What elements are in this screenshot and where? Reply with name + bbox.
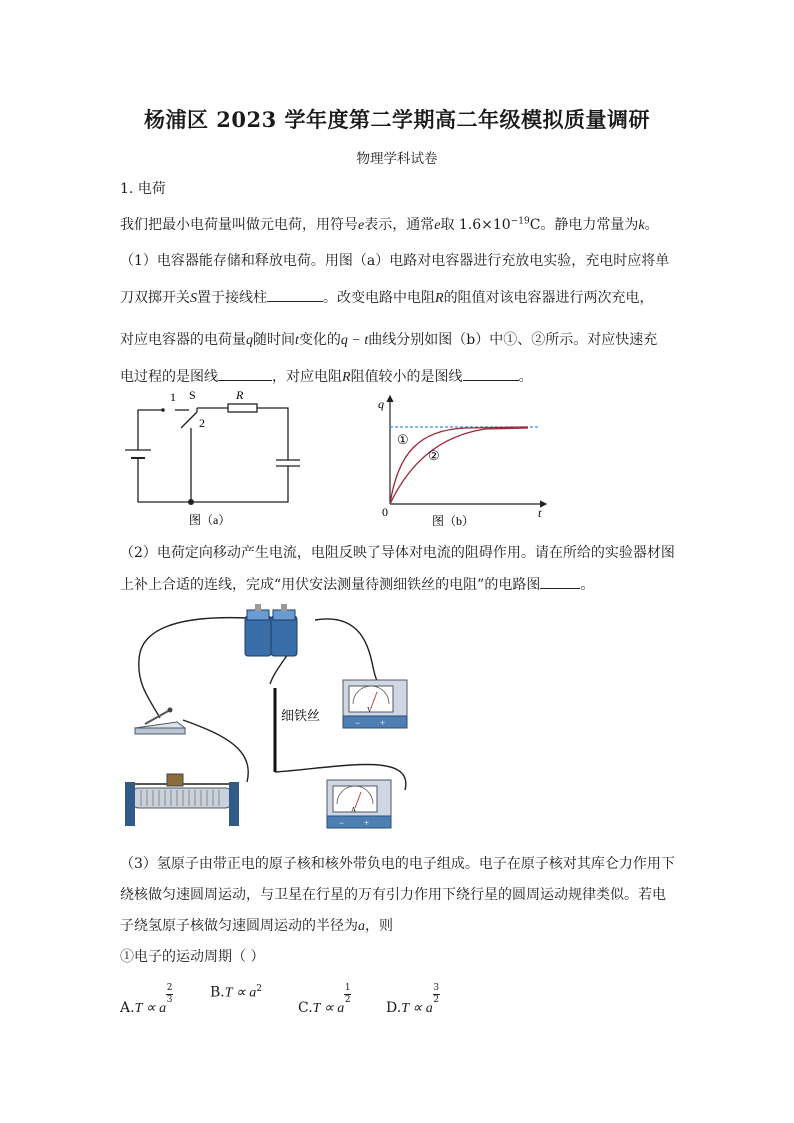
answer-blank[interactable]: [218, 366, 272, 381]
voltmeter-minus: −: [355, 718, 361, 728]
figure-b-caption: 图（b）: [432, 514, 475, 528]
t-axis-label: t: [538, 506, 542, 520]
q2-line1: （2）电荷定向移动产生电流，电阻反映了导体对电流的阻碍作用。请在所给的实验器材图: [120, 545, 675, 561]
q1-line4: 电过程的是图线 ，对应电阻R阻值较小的是图线 。: [120, 366, 533, 386]
q2-line2: 上补上合适的连线，完成“用伏安法测量待测细铁丝的电阻”的电路图 。: [120, 574, 594, 594]
intro-paragraph: 我们把最小电荷量叫做元电荷，用符号e表示，通常e取 $1.6\times 10^{-19}C$。静电力常量为k。: [120, 216, 659, 233]
option-b[interactable]: $B.T \propto a^2$: [210, 984, 263, 1001]
q3-line1: （3）氢原子由带正电的原子核和核外带负电的电子组成。电子在原子核对其库仑力作用下: [120, 856, 675, 872]
circuit-diagram: [115, 388, 305, 533]
resistor-label: R: [236, 388, 244, 402]
q3-line2: 绕核做匀速圆周运动，与卫星在行星的万有引力作用下绕行星的圆周运动规律类似。若电: [120, 887, 666, 903]
answer-blank[interactable]: [463, 366, 519, 381]
rheostat: [125, 774, 239, 826]
q1-line1: （1）电容器能存储和释放电荷。用图（a）电路对电容器进行充放电实验，充电时应将单: [120, 253, 670, 269]
page-title: 杨浦区 2023 学年度第二学期高二年级模拟质量调研: [143, 107, 651, 132]
q3-line3: 子绕氢原子核做匀速圆周运动的半径为a，则: [120, 918, 393, 934]
q1-line3: 对应电容器的电荷量q随时间t变化的q − t曲线分别如图（b）中①、②所示。对应快速充: [120, 332, 658, 348]
ammeter-minus: −: [339, 818, 345, 828]
terminal-1-label: 1: [170, 390, 176, 404]
battery-pack: [245, 604, 297, 656]
apparatus-illustration: [115, 600, 425, 840]
voltmeter-symbol: V: [367, 706, 373, 714]
ammeter: [327, 780, 391, 828]
option-c[interactable]: C.T ∝ a $\frac{1}{2}$: [298, 983, 351, 1016]
q1-line2: 刀双掷开关S置于接线柱 。改变电路中电阻R的阻值对该电容器进行两次充电，: [120, 287, 654, 307]
option-a[interactable]: A.T ∝ a $\frac{2}{3}$: [120, 983, 173, 1016]
origin-label: 0: [382, 505, 388, 519]
terminal-2-label: 2: [199, 416, 205, 430]
curve-2-label: ②: [428, 448, 440, 463]
iron-wire-label: 细铁丝: [281, 708, 321, 723]
option-d[interactable]: D.T ∝ a $\frac{3}{2}$: [386, 983, 440, 1016]
q-axis-label: q: [378, 397, 384, 411]
voltmeter: [343, 680, 407, 728]
voltmeter-plus: +: [380, 718, 386, 728]
ammeter-plus: +: [364, 818, 370, 828]
curve-1-label: ①: [397, 432, 409, 447]
answer-blank[interactable]: [540, 574, 580, 589]
section-heading: 1. 电荷: [120, 181, 166, 197]
curve-1: [390, 427, 528, 504]
curve-2: [390, 428, 528, 504]
knife-switch: [135, 708, 185, 735]
q3-subquestion-1: ①电子的运动周期（ ）: [120, 949, 265, 965]
page-subtitle: 物理学科试卷: [356, 151, 438, 167]
ammeter-symbol: A: [351, 806, 357, 814]
switch-label: S: [189, 388, 196, 402]
figure-a-caption: 图（a）: [189, 513, 231, 527]
answer-blank[interactable]: [267, 287, 323, 302]
charge-time-graph: [370, 392, 555, 532]
